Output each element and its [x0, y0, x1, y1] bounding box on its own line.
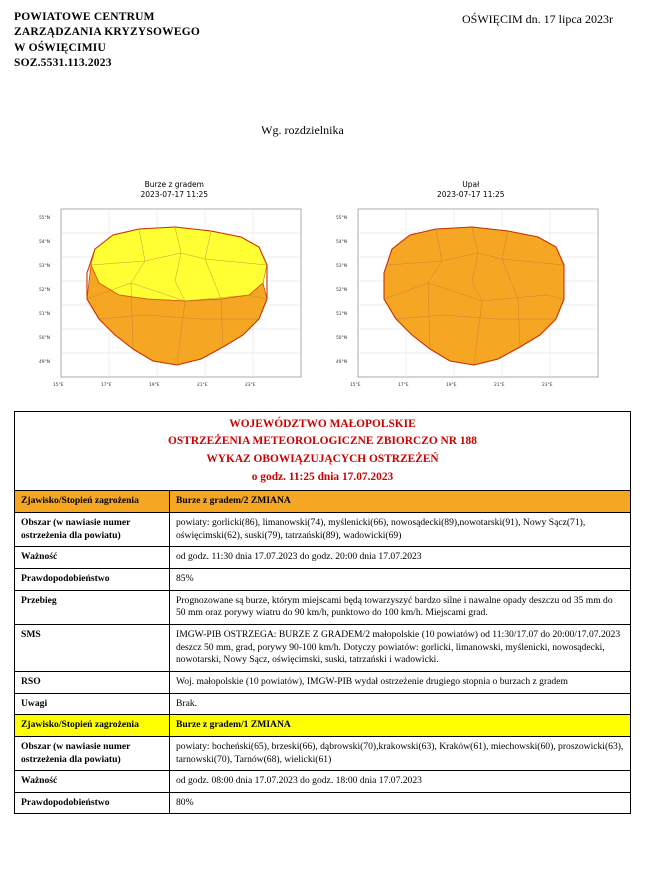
letterhead — [14, 10, 200, 71]
map-burze-title — [35, 180, 313, 200]
warning-1-row-0-value: powiaty: gorlicki(86), limanowski(74), myślenicki(66), nowosądecki(89),nowotarski(91), Nowy Sącz(71), oświęcimski(62), suski(79), tatrzański(89), wadowicki(69) — [170, 512, 631, 546]
warning-1-row-4-value: IMGW-PIB OSTRZEGA: BURZE Z GRADEM/2 małopolskie (10 powiatów) od 11:30/17.07 do 20:00/17.07.2023 deszcz 50 mm, grad, porywy 90-100 km/h. Dotyczy powiatów: gorlicki, limanowski, myślenicki, nowosądecki, nowotarski, Nowy Sącz, oświęcimski, suski, tatrzański i wadowicki. — [170, 624, 631, 671]
warning-1-row-4-label: SMS — [15, 624, 170, 671]
map-upal-frame — [332, 203, 610, 395]
warning-2-header-label: Zjawisko/Stopień zagrożenia — [15, 715, 170, 737]
svg-text:50°N: 50°N — [39, 335, 51, 341]
table-title-cell — [15, 411, 631, 491]
table-row — [15, 512, 631, 546]
svg-text:54°N: 54°N — [39, 239, 51, 245]
map-burze-region-north — [91, 227, 267, 301]
svg-text:55°N: 55°N — [335, 215, 347, 221]
table-row — [15, 771, 631, 793]
svg-text:52°N: 52°N — [39, 287, 51, 293]
warning-1-row-3-label: Przebieg — [15, 590, 170, 624]
map-burze-title-line2: 2023-07-17 11:25 — [140, 189, 209, 199]
letterhead-line-3: W OŚWIĘCIMIU — [14, 41, 106, 54]
warning-1-header-label: Zjawisko/Stopień zagrożenia — [15, 491, 170, 513]
letterhead-line-1: POWIATOWE CENTRUM — [14, 11, 155, 23]
map-upal-title-line2: 2023-07-17 11:25 — [436, 189, 505, 199]
warning-2-row-0-label: Obszar (w nawiasie numer ostrzeżenia dla powiatu) — [15, 736, 170, 770]
warning-1-header-value: Burze z gradem/2 ZMIANA — [170, 491, 631, 513]
warning-header-row — [15, 491, 631, 513]
addressee-line: Wg. rozdzielnika — [261, 123, 344, 138]
map-upal — [332, 180, 610, 395]
table-row — [15, 624, 631, 671]
warning-1-row-1-value: od godz. 11:30 dnia 17.07.2023 do godz. 20:00 dnia 17.07.2023 — [170, 547, 631, 569]
svg-text:51°N: 51°N — [335, 311, 347, 317]
svg-text:53°N: 53°N — [335, 263, 347, 269]
table-row — [15, 693, 631, 715]
warning-2-row-2-label: Prawdopodobieństwo — [15, 792, 170, 814]
warning-2-row-1-label: Ważność — [15, 771, 170, 793]
svg-text:23°E: 23°E — [541, 382, 553, 388]
warning-2-header-value: Burze z gradem/1 ZMIANA — [170, 715, 631, 737]
warning-1-row-5-value: Woj. małopolskie (10 powiatów), IMGW-PIB wydał ostrzeżenie drugiego stopnia o burzach z gradem — [170, 671, 631, 693]
svg-text:23°E: 23°E — [245, 382, 256, 388]
table-title-line-1: WOJEWÓDZTWO MAŁOPOLSKIE — [229, 417, 416, 430]
svg-text:51°N: 51°N — [39, 311, 51, 317]
svg-text:49°N: 49°N — [335, 359, 347, 365]
document-reference-number: SOZ.5531.113.2023 — [14, 56, 112, 69]
warning-2-row-2-value: 80% — [170, 792, 631, 814]
svg-text:54°N: 54°N — [335, 239, 347, 245]
warning-1-row-6-value: Brak. — [170, 693, 631, 715]
table-row — [15, 568, 631, 590]
svg-text:53°N: 53°N — [39, 263, 51, 269]
map-upal-title-line1: Upał — [462, 180, 480, 190]
svg-text:49°N: 49°N — [39, 359, 51, 365]
warning-1-row-6-label: Uwagi — [15, 693, 170, 715]
svg-text:19°E: 19°E — [445, 382, 457, 388]
warning-1-row-3-value: Prognozowane są burze, którym miejscami będą towarzyszyć bardzo silne i nawalne opady deszczu od 35 mm do 50 mm oraz porywy wiatru do 90 km/h, punktowo do 100 km/h. Miejscami grad. — [170, 590, 631, 624]
svg-text:15°E: 15°E — [53, 382, 64, 388]
warning-1-row-1-label: Ważność — [15, 547, 170, 569]
warning-2-row-1-value: od godz. 08:00 dnia 17.07.2023 do godz. 18:00 dnia 17.07.2023 — [170, 771, 631, 793]
place-and-date: OŚWIĘCIM dn. 17 lipca 2023r — [462, 12, 613, 26]
document-header — [14, 10, 631, 71]
map-burze-z-gradem — [35, 180, 313, 395]
warnings-table — [14, 411, 631, 815]
svg-text:15°E: 15°E — [349, 382, 361, 388]
svg-text:21°E: 21°E — [493, 382, 505, 388]
letterhead-line-2: ZARZĄDZANIA KRYZYSOWEGO — [14, 26, 200, 39]
svg-text:52°N: 52°N — [335, 287, 347, 293]
svg-text:50°N: 50°N — [335, 335, 347, 341]
table-row — [15, 547, 631, 569]
svg-text:19°E: 19°E — [149, 382, 160, 388]
map-burze-title-line1: Burze z gradem — [144, 180, 204, 190]
warning-1-row-2-label: Prawdopodobieństwo — [15, 568, 170, 590]
svg-text:17°E: 17°E — [101, 382, 112, 388]
warning-1-row-2-value: 85% — [170, 568, 631, 590]
table-row — [15, 590, 631, 624]
table-title-row — [15, 411, 631, 491]
table-title-line-4: o godz. 11:25 dnia 17.07.2023 — [251, 470, 394, 483]
warning-header-row — [15, 715, 631, 737]
table-row — [15, 736, 631, 770]
warning-1-row-5-label: RSO — [15, 671, 170, 693]
svg-text:21°E: 21°E — [197, 382, 208, 388]
table-title-line-3: WYKAZ OBOWIĄZUJĄCYCH OSTRZEŻEŃ — [206, 452, 439, 465]
warning-1-row-0-label: Obszar (w nawiasie numer ostrzeżenia dla powiatu) — [15, 512, 170, 546]
svg-text:17°E: 17°E — [397, 382, 409, 388]
table-title-line-2: OSTRZEŻENIA METEOROLOGICZNE ZBIORCZO NR 188 — [168, 435, 477, 448]
map-burze-frame — [35, 203, 313, 395]
map-upal-title — [332, 180, 610, 200]
maps-row — [14, 180, 631, 395]
svg-text:55°N: 55°N — [39, 215, 51, 221]
warning-2-row-0-value: powiaty: bocheński(65), brzeski(66), dąbrowski(70),krakowski(63), Kraków(61), miechowski(60), proszowicki(63), tarnowski(70), Tarnów(68), wielicki(61) — [170, 736, 631, 770]
table-row — [15, 671, 631, 693]
table-row — [15, 792, 631, 814]
